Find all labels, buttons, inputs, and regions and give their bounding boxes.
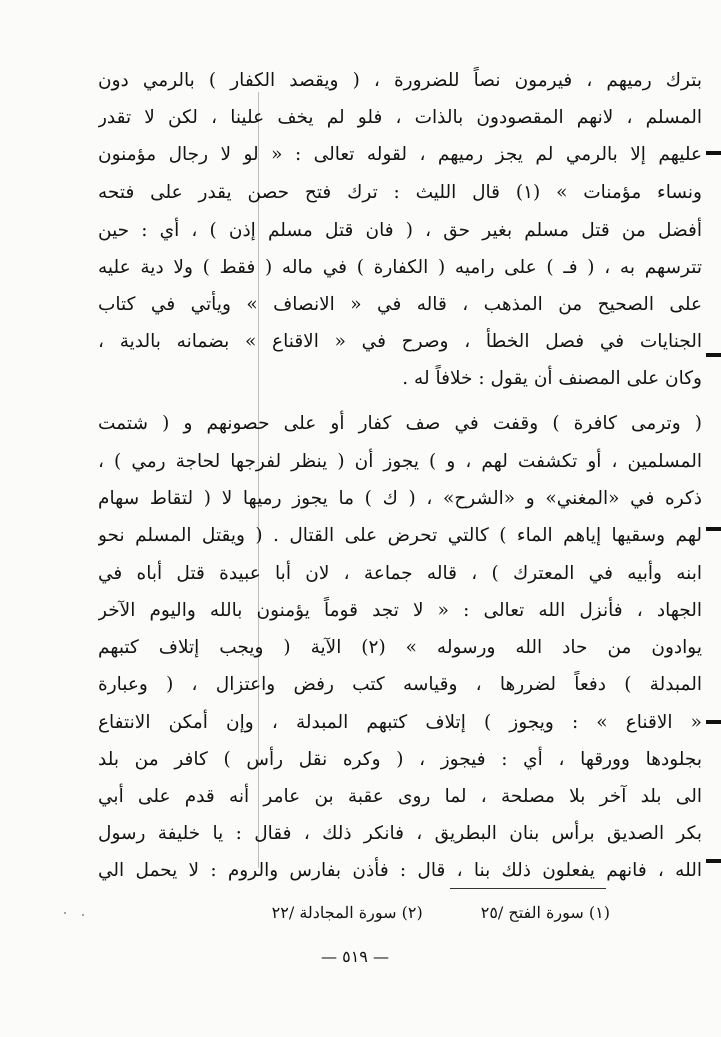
page-number: — ٥١٩ — <box>321 947 389 966</box>
text-line: الجهاد ، فأنزل الله تعالى : « لا تجد قوماً يؤمنون بالله واليوم الآخر <box>98 600 702 621</box>
margin-tab-mark <box>706 353 721 357</box>
scan-speck <box>82 914 84 916</box>
text-line: الله ، فانهم يفعلون ذلك بنا ، قال : فأذن بفارس والروم : لا يحمل الي <box>98 860 702 881</box>
text-line: على الصحيح من المذهب ، قاله في « الانصاف » ويأتي في كتاب <box>98 294 702 315</box>
text-line: وكان على المصنف أن يقول : خلافاً له . <box>402 368 702 389</box>
footnote-2: (٢) سورة المجادلة /٢٢ <box>271 903 423 922</box>
margin-tab-mark <box>706 859 721 863</box>
text-line: ( وترمى كافرة ) وقفت في صف كفار أو على حصونهم و ( شتمت <box>98 413 702 434</box>
text-line: ونساء مؤمنات » (١) قال الليث : ترك فتح حصن يقدر على فتحه <box>98 182 702 203</box>
text-line: الى بلد آخر بلا مصلحة ، لما روى عقبة بن عامر أنه قدم على أبي <box>98 786 702 807</box>
margin-tab-mark <box>706 527 721 531</box>
margin-tab-mark <box>706 151 721 155</box>
margin-tab-mark <box>706 720 721 724</box>
footnote-separator <box>450 888 606 889</box>
text-line: المبدلة ) دفعاً لضررها ، وقياسه كتب رفض واعتزال ، ( وعبارة <box>98 674 702 695</box>
text-line: تترسهم به ، ( فـ ) على راميه ( الكفارة ) في ماله ( فقط ) ولا دية عليه <box>98 257 702 278</box>
text-line: بجلودها وورقها ، أي : فيجوز ، ( وكره نقل رأس ) كافر من بلد <box>98 749 702 770</box>
text-line: عليهم إلا بالرمي لم يجز رميهم ، لقوله تعالى : « لو لا رجال مؤمنون <box>98 144 702 165</box>
text-line: الجنايات في فصل الخطأ ، وصرح في « الاقناع » بضمانه بالدية ، <box>98 331 702 352</box>
text-line: بكر الصديق برأس بنان البطريق ، فانكر ذلك ، فقال : يا خليفة رسول <box>98 823 702 844</box>
text-line: بترك رميهم ، فيرمون نصاً للضرورة ، ( ويقصد الكفار ) بالرمي دون <box>98 70 702 91</box>
scan-speck <box>64 912 66 914</box>
text-line: يوادون من حاد الله ورسوله » (٢) الآية ( ويجب إتلاف كتبهم <box>98 637 702 658</box>
text-line: ذكره في «المغني» و «الشرح» ، ( ك ) ما يجوز رميها لا ( لتقاط سهام <box>98 488 702 509</box>
footnote-1: (١) سورة الفتح /٢٥ <box>480 903 610 922</box>
text-line: « الاقناع » : ويجوز ) إتلاف كتبهم المبدلة ، وإن أمكن الانتفاع <box>98 712 702 733</box>
footnotes <box>150 898 610 928</box>
text-line: لهم وسقيها إياهم الماء ) كالتي تحرض على القتال . ( ويقتل المسلم نحو <box>98 525 702 546</box>
text-line: ابنه وأبيه في المعترك ) ، قاله جماعة ، لان أبا عبيدة قتل أباه في <box>98 563 702 584</box>
text-line: المسلمين ، أو تكشفت لهم ، و ) يجوز أن ( ينظر لفرجها لحاجة رمي ) ، <box>98 451 702 472</box>
text-line: أفضل من قتل مسلم بغير حق ، ( فان قتل مسلم إذن ) ، أي : حين <box>98 220 702 241</box>
text-line: المسلم ، لانهم المقصودون بالذات ، فلو لم يخف علينا ، لكن لا تقدر <box>98 107 702 128</box>
